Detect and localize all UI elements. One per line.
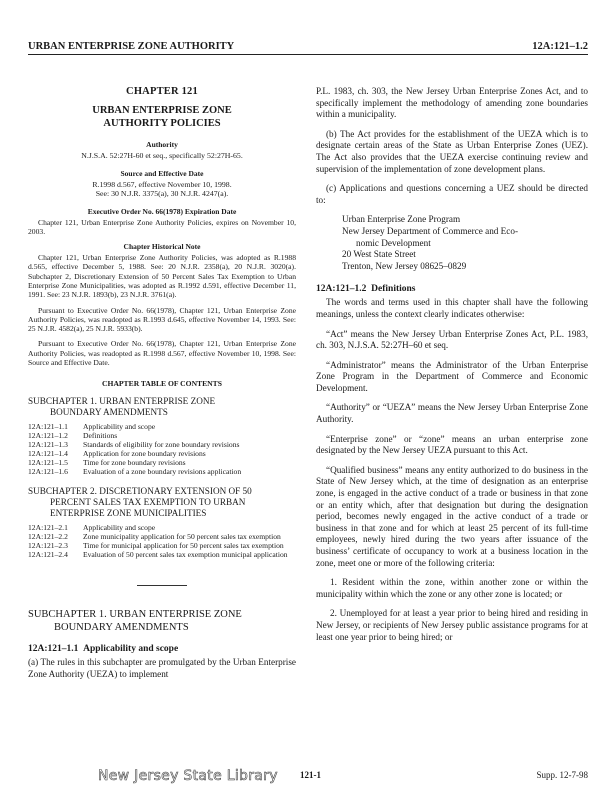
toc-entry-title: Evaluation of a zone boundary revisions application xyxy=(83,467,242,477)
body-paragraph: (b) The Act provides for the establishment of the UEZA which is to designate certain areas of the State as Urban Enterprise Zones (UEZ). The Act also provides that the UEZA exercise continuing review and supervision of the implementation of zone development plans. xyxy=(316,128,588,174)
historical-note-heading: Chapter Historical Note xyxy=(123,242,201,252)
historical-note: Chapter 121, Urban Enterprise Zone Authority Policies, was adopted as R.1988 d.565, effective December 5, 1988. See: 20 N.J.R. 2358(a), 20 N.J.R. 3020(a). Subchapter 2, Discretionary Extension of 50 Percent Sales Tax Exemption to Urban Enterprise Zone Municipalities, was adopted as R.1992 d.591, effective December 11, 1991. See: 23 N.J.R. 1893(b), 23 N.J.R. 3761(a). xyxy=(28,253,296,300)
definition-paragraph: “Enterprise zone” or “zone” means an urban enterprise zone designated by the New Jersey UEZA pursuant to this Act. xyxy=(316,433,588,456)
toc-entry-title: Applicability and scope xyxy=(83,422,156,432)
section-number: 12A:121–1.2 xyxy=(316,284,367,295)
source-heading: Source and Effective Date xyxy=(120,168,204,178)
toc-entry[interactable] xyxy=(28,541,296,550)
toc-entry-title: Application for zone boundary revisions xyxy=(83,449,206,459)
subchapter-title-line: BOUNDARY AMENDMENTS xyxy=(50,407,168,418)
toc-entry[interactable] xyxy=(28,550,296,559)
subchapter-title-line: SUBCHAPTER 1. URBAN ENTERPRISE ZONE xyxy=(28,396,216,407)
authority-heading: Authority xyxy=(146,140,178,149)
source-line: See: 30 N.J.R. 3375(a), 30 N.J.R. 4247(a). xyxy=(95,189,229,198)
toc-entry-number: 12A:121–1.5 xyxy=(28,458,68,468)
toc-entry-number: 12A:121–1.2 xyxy=(28,431,68,441)
subchapter-title-line: PERCENT SALES TAX EXEMPTION TO URBAN xyxy=(50,497,246,508)
running-header xyxy=(28,32,588,55)
toc-entry-title: Zone municipality application for 50 percent sales tax exemption xyxy=(83,532,281,542)
toc-entry-number: 12A:121–1.3 xyxy=(28,440,68,450)
subchapter-heading-line: SUBCHAPTER 1. URBAN ENTERPRISE ZONE xyxy=(28,609,242,621)
address-line: nomic Development xyxy=(356,237,431,248)
library-watermark: New Jersey State Library xyxy=(98,768,278,784)
supplement-date: Supp. 12-7-98 xyxy=(536,770,588,780)
body-paragraph: P.L. 1983, ch. 303, the New Jersey Urban Enterprise Zones Act, and to specifically implement the methodology of amending zone boundaries within a municipality. xyxy=(316,86,588,120)
toc-entry-title: Time for municipal application for 50 percent sales tax exemption xyxy=(83,541,284,551)
toc-entry[interactable] xyxy=(28,532,296,541)
section-number: 12A:121–1.1 xyxy=(28,644,79,655)
left-column xyxy=(28,86,296,689)
definition-paragraph: “Authority” or “UEZA” means the New Jersey Urban Enterprise Zone Authority. xyxy=(316,402,588,425)
toc-entry-title: Applicability and scope xyxy=(83,523,156,533)
definition-paragraph: “Administrator” means the Administrator of the Urban Enterprise Zone Program in the Department of Commerce and Economic Development. xyxy=(316,359,588,393)
exec-order-text: Chapter 121, Urban Enterprise Zone Authority Policies, expires on November 10, 2003. xyxy=(28,217,296,236)
toc-subchapter-1-list xyxy=(28,422,296,476)
criteria-item: 2. Unemployed for at least a year prior to being hired and residing in New Jersey, or recipients of New Jersey public assistance programs for at least one year prior to being hired; or xyxy=(316,608,588,642)
chapter-title-line: AUTHORITY POLICIES xyxy=(103,118,221,129)
toc-entry[interactable] xyxy=(28,431,296,440)
toc-entry-number: 12A:121–2.3 xyxy=(28,541,68,551)
section-heading-1-2 xyxy=(316,284,588,294)
toc-entry-number: 12A:121–2.1 xyxy=(28,523,68,533)
toc-heading: CHAPTER TABLE OF CONTENTS xyxy=(102,379,222,389)
criteria-item: 1. Resident within the zone, within another zone or within the municipality within which the zone or any other zone is located; or xyxy=(316,577,588,599)
subchapter-heading-line: BOUNDARY AMENDMENTS xyxy=(54,622,189,634)
section-title: Definitions xyxy=(371,284,416,295)
header-section-number: 12A:121–1.2 xyxy=(532,41,588,52)
toc-entry-title: Definitions xyxy=(83,431,118,441)
body-paragraph: (c) Applications and questions concerning a UEZ should be directed to: xyxy=(316,183,588,205)
section-paragraph: (a) The rules in this subchapter are promulgated by the Urban Enterprise Zone Authority (UEZA) to implement xyxy=(28,657,296,679)
section-heading-1-1 xyxy=(28,644,296,654)
section-title: Applicability and scope xyxy=(83,644,179,655)
toc-entry-number: 12A:121–1.4 xyxy=(28,449,68,459)
definition-paragraph: “Act” means the New Jersey Urban Enterprise Zones Act, P.L. 1983, ch. 303, N.J.S.A. 52:27H–60 et seq. xyxy=(316,328,588,351)
toc-entry[interactable] xyxy=(28,458,296,467)
address-line: New Jersey Department of Commerce and Eco- xyxy=(342,225,519,236)
historical-note: Pursuant to Executive Order No. 66(1978), Chapter 121, Urban Enterprise Zone Authority Policies, was readopted as R.1993 d.645, effective November 14, 1993. See: 25 N.J.R. 4582(a), 25 N.J.R. 5933(b). xyxy=(28,305,296,334)
toc-entry[interactable] xyxy=(28,467,296,476)
subchapter-1-heading xyxy=(28,608,296,634)
address-line: 20 West State Street xyxy=(342,249,416,260)
toc-entry[interactable] xyxy=(28,440,296,449)
toc-entry[interactable] xyxy=(28,449,296,458)
chapter-title-line: URBAN ENTERPRISE ZONE xyxy=(92,105,232,116)
section-divider xyxy=(137,585,187,586)
address-line: Urban Enterprise Zone Program xyxy=(342,214,461,225)
subchapter-title-line: ENTERPRISE ZONE MUNICIPALITIES xyxy=(50,508,207,519)
page-footer xyxy=(28,770,588,786)
toc-entry-number: 12A:121–2.4 xyxy=(28,550,68,560)
toc-entry-number: 12A:121–1.1 xyxy=(28,422,68,432)
toc-entry[interactable] xyxy=(28,422,296,431)
page-number: 121-1 xyxy=(300,770,321,780)
chapter-number: CHAPTER 121 xyxy=(126,86,198,97)
source-text xyxy=(28,180,296,199)
exec-order-heading: Executive Order No. 66(1978) Expiration Date xyxy=(87,206,237,216)
toc-subchapter-2-title xyxy=(28,486,296,519)
toc-entry-title: Standards of eligibility for zone boundary revisions xyxy=(83,440,240,450)
address-line: Trenton, New Jersey 08625–0829 xyxy=(342,260,467,271)
toc-subchapter-1-title xyxy=(28,396,296,418)
authority-text: N.J.S.A. 52:27H-60 et seq., specifically 52:27H-65. xyxy=(81,151,243,160)
mailing-address xyxy=(316,214,588,272)
definition-paragraph: “Qualified business” means any entity authorized to do business in the State of New Jersey which, at the time of designation as an enterprise zone, is engaged in the active conduct of a trade or business in that zone or an entity which, after that designation but during the designation period, becomes newly engaged in the active conduct of a trade or business in that zone and for which at least 25 percent of its full-time employees, newly hired during the two years after issuance of the business’ certificate of occupancy to work at a business location in the zone, meet one or more of the following criteria: xyxy=(316,464,588,568)
body-paragraph: The words and terms used in this chapter shall have the following meanings, unless the context clearly indicates otherwise: xyxy=(316,297,588,319)
chapter-title xyxy=(28,104,296,130)
toc-entry-title: Evaluation of 50 percent sales tax exemption municipal application xyxy=(83,550,288,560)
header-title: URBAN ENTERPRISE ZONE AUTHORITY xyxy=(28,41,235,52)
toc-entry-number: 12A:121–1.6 xyxy=(28,467,68,477)
subchapter-title-line: SUBCHAPTER 2. DISCRETIONARY EXTENSION OF 50 xyxy=(28,486,252,497)
toc-entry-title: Time for zone boundary revisions xyxy=(83,458,186,468)
toc-entry-number: 12A:121–2.2 xyxy=(28,532,68,542)
toc-subchapter-2-list xyxy=(28,523,296,559)
toc-entry[interactable] xyxy=(28,523,296,532)
historical-note: Pursuant to Executive Order No. 66(1978), Chapter 121, Urban Enterprise Zone Authority Policies, was readopted as R.1998 d.567, effective November 10, 1998. See: Source and Effective Date. xyxy=(28,339,296,368)
source-line: R.1998 d.567, effective November 10, 1998. xyxy=(92,179,232,189)
right-column xyxy=(316,86,588,651)
